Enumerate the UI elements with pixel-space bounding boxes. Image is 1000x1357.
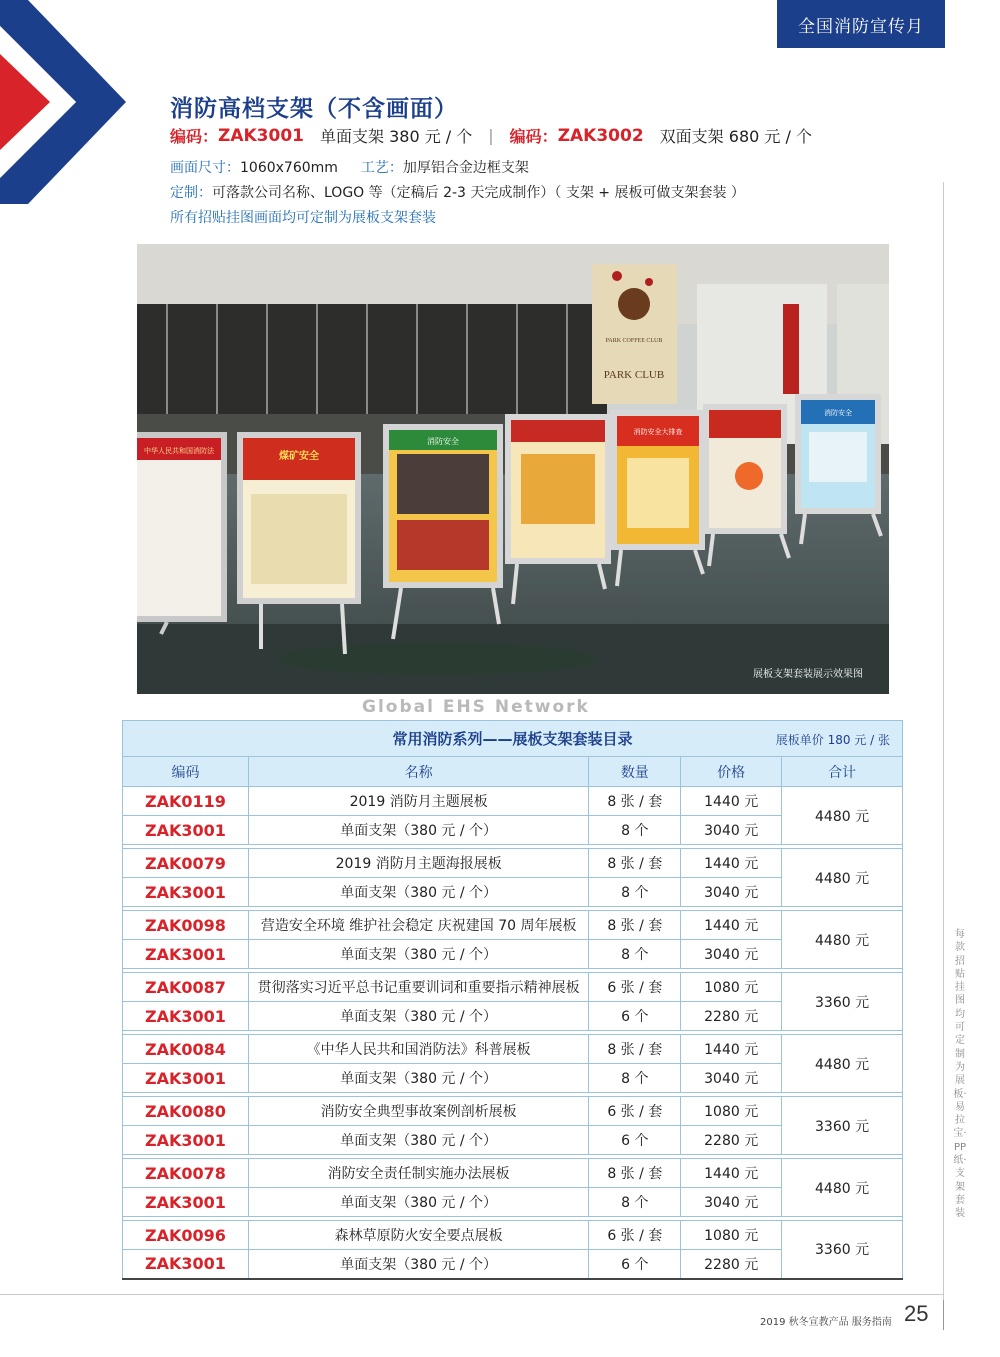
code-1: ZAK3001 xyxy=(218,125,304,146)
price-cell: 1080 元 xyxy=(681,1097,782,1126)
name-cell: 单面支架（380 元 / 个） xyxy=(248,816,588,845)
code-cell: ZAK0084 xyxy=(123,1035,249,1064)
code-cell: ZAK0098 xyxy=(123,911,249,940)
col-header-total: 合计 xyxy=(782,757,903,787)
name-cell: 单面支架（380 元 / 个） xyxy=(248,1126,588,1155)
code-cell: ZAK3001 xyxy=(123,878,249,907)
qty-cell: 8 个 xyxy=(589,1188,681,1217)
code-2-desc: 双面支架 680 元 / 个 xyxy=(659,127,812,146)
price-cell: 2280 元 xyxy=(681,1126,782,1155)
code-label: 编码： xyxy=(170,127,219,146)
craft-label: 工艺： xyxy=(360,160,403,176)
total-cell: 4480 元 xyxy=(782,787,903,845)
product-codes xyxy=(170,124,812,147)
code-cell: ZAK0079 xyxy=(123,849,249,878)
section-tab: 全国消防宣传月 xyxy=(777,0,945,48)
name-cell: 《中华人民共和国消防法》科普展板 xyxy=(248,1035,588,1064)
spec-custom-line xyxy=(170,182,745,202)
qty-cell: 8 张 / 套 xyxy=(589,787,681,816)
price-cell: 3040 元 xyxy=(681,816,782,845)
custom-label: 定制： xyxy=(170,185,212,201)
col-header-qty: 数量 xyxy=(589,757,681,787)
board-4-text: 消防安全大排查 xyxy=(633,428,683,436)
price-cell: 3040 元 xyxy=(681,940,782,969)
code-cell: ZAK0096 xyxy=(123,1221,249,1250)
total-cell: 4480 元 xyxy=(782,1035,903,1093)
qty-cell: 8 个 xyxy=(589,878,681,907)
qty-cell: 8 张 / 套 xyxy=(589,911,681,940)
col-header-name: 名称 xyxy=(248,757,588,787)
table-row xyxy=(123,1159,903,1188)
code-cell: ZAK0080 xyxy=(123,1097,249,1126)
price-cell: 1440 元 xyxy=(681,787,782,816)
qty-cell: 6 个 xyxy=(589,1250,681,1279)
name-cell: 单面支架（380 元 / 个） xyxy=(248,1250,588,1279)
name-cell: 单面支架（380 元 / 个） xyxy=(248,1064,588,1093)
sign-text: PARK CLUB xyxy=(603,369,665,381)
price-cell: 2280 元 xyxy=(681,1250,782,1279)
code-label-2: 编码： xyxy=(509,127,558,146)
table-row xyxy=(123,1035,903,1064)
qty-cell: 8 张 / 套 xyxy=(589,849,681,878)
price-cell: 3040 元 xyxy=(681,1064,782,1093)
total-cell: 4480 元 xyxy=(782,911,903,969)
price-cell: 1440 元 xyxy=(681,1159,782,1188)
page-number: 25 xyxy=(904,1301,929,1326)
code-cell: ZAK0119 xyxy=(123,787,249,816)
catalog-caption xyxy=(123,721,903,757)
total-cell: 4480 元 xyxy=(782,849,903,907)
table-row xyxy=(123,911,903,940)
name-cell: 消防安全典型事故案例剖析展板 xyxy=(248,1097,588,1126)
code-2: ZAK3002 xyxy=(557,125,644,146)
price-cell: 3040 元 xyxy=(681,878,782,907)
catalog-table xyxy=(122,720,903,1280)
name-cell: 2019 消防月主题展板 xyxy=(248,787,588,816)
code-cell: ZAK3001 xyxy=(123,940,249,969)
total-cell: 3360 元 xyxy=(782,973,903,1031)
total-cell: 3360 元 xyxy=(782,1097,903,1155)
side-note: 每款招贴挂图均可定制为展板·易拉宝·PP纸·支架套装 xyxy=(953,929,967,1220)
footer-text: 2019 秋冬宣教产品 服务指南 xyxy=(760,1317,892,1328)
footer-tick xyxy=(943,1300,944,1330)
spec-size-line xyxy=(170,157,529,177)
code-cell: ZAK3001 xyxy=(123,1126,249,1155)
name-cell: 营造安全环境 维护社会稳定 庆祝建国 70 周年展板 xyxy=(248,911,588,940)
unit-price: 展板单价 180 元 / 张 xyxy=(775,733,890,747)
right-margin-rule xyxy=(943,182,944,1327)
qty-cell: 6 张 / 套 xyxy=(589,1221,681,1250)
catalog-body xyxy=(123,787,903,1279)
size-value: 1060x760mm xyxy=(240,160,338,176)
footer-rule xyxy=(0,1294,943,1295)
total-cell: 3360 元 xyxy=(782,1221,903,1279)
price-cell: 1080 元 xyxy=(681,973,782,1002)
price-cell: 1080 元 xyxy=(681,1221,782,1250)
sign-small-text: PARK COFFEE CLUB xyxy=(605,338,663,344)
col-header-price: 价格 xyxy=(681,757,782,787)
qty-cell: 6 张 / 套 xyxy=(589,1097,681,1126)
size-label: 画面尺寸： xyxy=(170,160,240,176)
divider: | xyxy=(488,126,494,145)
code-cell: ZAK3001 xyxy=(123,1002,249,1031)
table-row xyxy=(123,1097,903,1126)
qty-cell: 8 张 / 套 xyxy=(589,1035,681,1064)
board-1-text: 中华人民共和国消防法 xyxy=(144,447,214,455)
name-cell: 单面支架（380 元 / 个） xyxy=(248,878,588,907)
craft-value: 加厚铝合金边框支架 xyxy=(402,160,529,176)
name-cell: 单面支架（380 元 / 个） xyxy=(248,940,588,969)
code-cell: ZAK3001 xyxy=(123,1250,249,1279)
name-cell: 单面支架（380 元 / 个） xyxy=(248,1002,588,1031)
qty-cell: 6 个 xyxy=(589,1002,681,1031)
qty-cell: 8 张 / 套 xyxy=(589,1159,681,1188)
table-row xyxy=(123,787,903,816)
name-cell: 消防安全责任制实施办法展板 xyxy=(248,1159,588,1188)
price-cell: 1440 元 xyxy=(681,849,782,878)
board-3-text: 消防安全 xyxy=(427,437,459,446)
name-cell: 贯彻落实习近平总书记重要训词和重要指示精神展板 xyxy=(248,973,588,1002)
code-cell: ZAK3001 xyxy=(123,1188,249,1217)
col-header-code: 编码 xyxy=(123,757,249,787)
table-row xyxy=(123,1221,903,1250)
watermark: Global EHS Network xyxy=(362,697,590,717)
code-cell: ZAK3001 xyxy=(123,1064,249,1093)
price-cell: 1440 元 xyxy=(681,1035,782,1064)
qty-cell: 6 张 / 套 xyxy=(589,973,681,1002)
price-cell: 3040 元 xyxy=(681,1188,782,1217)
price-cell: 2280 元 xyxy=(681,1002,782,1031)
display-photo xyxy=(137,244,889,694)
qty-cell: 8 个 xyxy=(589,1064,681,1093)
code-cell: ZAK0078 xyxy=(123,1159,249,1188)
board-2-text: 煤矿安全 xyxy=(279,451,319,462)
custom-note: 所有招贴挂图画面均可定制为展板支架套装 xyxy=(170,210,436,226)
qty-cell: 6 个 xyxy=(589,1126,681,1155)
board-5-text: 消防安全 xyxy=(824,409,852,417)
catalog-title: 常用消防系列——展板支架套装目录 xyxy=(392,730,633,748)
custom-value: 可落款公司名称、LOGO 等（定稿后 2-3 天完成制作）（ 支架 + 展板可做支架套装 ） xyxy=(212,185,745,201)
catalog-table-wrap xyxy=(122,720,903,1280)
name-cell: 森林草原防火安全要点展板 xyxy=(248,1221,588,1250)
product-title: 消防高档支架（不含画面） xyxy=(170,96,458,122)
name-cell: 2019 消防月主题海报展板 xyxy=(248,849,588,878)
qty-cell: 8 个 xyxy=(589,940,681,969)
table-row xyxy=(123,973,903,1002)
chevron-decoration xyxy=(0,0,130,220)
price-cell: 1440 元 xyxy=(681,911,782,940)
code-cell: ZAK0087 xyxy=(123,973,249,1002)
name-cell: 单面支架（380 元 / 个） xyxy=(248,1188,588,1217)
total-cell: 4480 元 xyxy=(782,1159,903,1217)
code-cell: ZAK3001 xyxy=(123,816,249,845)
table-row xyxy=(123,849,903,878)
photo-caption: 展板支架套装展示效果图 xyxy=(753,669,863,680)
code-1-desc: 单面支架 380 元 / 个 xyxy=(320,127,473,146)
qty-cell: 8 个 xyxy=(589,816,681,845)
